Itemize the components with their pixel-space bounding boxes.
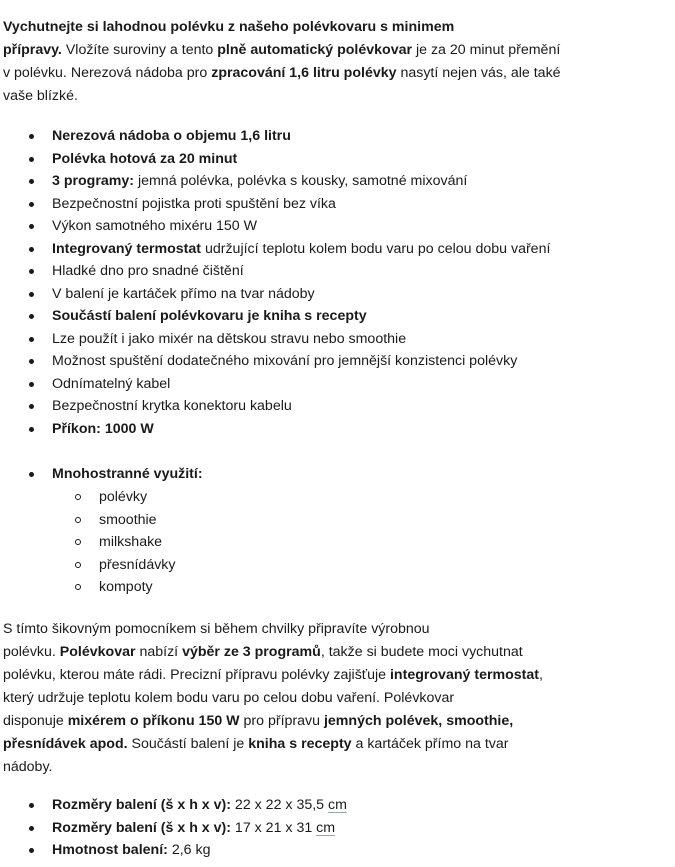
- text-run: nádoby.: [3, 759, 53, 775]
- text-run: Hladké dno pro snadné čištění: [52, 263, 244, 279]
- text-run: plně automatický polévkovar: [217, 42, 413, 58]
- text-run: , takže si budete moci vychutnat: [320, 644, 523, 660]
- feature-item: [0, 215, 675, 238]
- text-run: S tímto šikovným pomocníkem si během chvilky připravíte výrobnou: [3, 621, 430, 637]
- feature-item: [0, 418, 675, 441]
- text-line: [3, 85, 671, 108]
- text-run: 22 x 22 x 35,5: [230, 797, 328, 813]
- feature-item: [0, 170, 675, 193]
- spec-item: [0, 794, 675, 817]
- text-run: Hmotnost balení:: [52, 842, 168, 858]
- text-run: zpracování 1,6 litru polévky: [211, 65, 397, 81]
- body-paragraph: [3, 618, 671, 779]
- text-run: Výkon samotného mixéru 150 W: [52, 218, 258, 234]
- text-run: ,: [539, 667, 543, 683]
- text-run: Součástí balení polévkovaru je kniha s recepty: [52, 308, 367, 324]
- text-run: 2,6 kg: [167, 842, 211, 858]
- text-run: Polévkovar: [59, 644, 136, 660]
- text-run: jemných polévek, smoothie,: [323, 713, 514, 729]
- text-run: pro přípravu: [239, 713, 324, 729]
- text-run: cm: [316, 819, 336, 836]
- feature-item: [0, 125, 675, 148]
- uses-subitem: polévky: [0, 486, 675, 509]
- text-line: [3, 687, 671, 710]
- text-run: Možnost spuštění dodatečného mixování pro jemnější konzistenci polévky: [52, 353, 518, 369]
- intro-paragraph: [3, 16, 671, 108]
- text-run: výběr ze 3 programů: [182, 644, 321, 660]
- text-line: [3, 756, 671, 779]
- text-run: Příkon: 1000 W: [52, 420, 154, 437]
- text-run: Bezpečnostní krytka konektoru kabelu: [52, 398, 292, 414]
- text-line: [3, 62, 671, 85]
- feature-item: [0, 260, 675, 283]
- text-run: 3 programy:: [52, 173, 134, 189]
- text-line: [3, 39, 671, 62]
- uses-subitem: kompoty: [0, 576, 675, 599]
- text-run: Rozměry balení (š x h x v):: [52, 819, 231, 836]
- uses-subitem: přesnídávky: [0, 554, 675, 577]
- text-run: mixérem o příkonu 150 W: [67, 713, 240, 729]
- text-run: Vychutnejte si lahodnou polévku z našeho polévkovaru s minimem: [3, 19, 455, 35]
- text-line: [3, 733, 671, 756]
- text-run: kniha s recepty: [248, 736, 352, 752]
- feature-list: [0, 125, 675, 440]
- text-line: [3, 710, 671, 733]
- spec-item: [0, 839, 675, 862]
- text-run: 17 x 21 x 31: [230, 819, 317, 836]
- text-run: polévku.: [3, 644, 60, 660]
- uses-subitem: milkshake: [0, 531, 675, 554]
- text-run: Polévka hotová za 20 minut: [52, 150, 238, 167]
- feature-item: [0, 305, 675, 328]
- text-run: nabízí: [135, 644, 183, 660]
- text-run: jemná polévka, polévka s kousky, samotné mixování: [134, 173, 468, 189]
- text-line: [3, 16, 671, 39]
- feature-item: [0, 350, 675, 373]
- spec-item: [0, 817, 675, 840]
- text-run: Nerezová nádoba o objemu 1,6 litru: [52, 128, 291, 144]
- feature-item: [0, 283, 675, 306]
- text-run: Bezpečnostní pojistka proti spuštění bez víka: [52, 195, 336, 212]
- feature-item: [0, 373, 675, 396]
- text-run: integrovaný termostat: [389, 667, 539, 683]
- feature-item: [0, 238, 675, 261]
- text-run: Integrovaný termostat: [52, 240, 202, 257]
- feature-item: [0, 148, 675, 171]
- text-run: cm: [328, 797, 347, 813]
- text-run: je za 20 minut přemění: [412, 42, 561, 58]
- uses-sublist: [0, 486, 675, 599]
- text-run: Rozměry balení (š x h x v):: [52, 797, 231, 813]
- feature-item: [0, 328, 675, 351]
- text-run: přesnídávek apod.: [3, 736, 128, 752]
- uses-heading: Mnohostranné využití:: [52, 466, 203, 482]
- text-run: V balení je kartáček přímo na tvar nádoby: [52, 285, 315, 302]
- uses-subitem: smoothie: [0, 509, 675, 532]
- text-line: [3, 618, 671, 641]
- feature-item: [0, 193, 675, 216]
- text-run: který udržuje teplotu kolem bodu varu po celou dobu vaření. Polévkovar: [3, 690, 455, 706]
- feature-item: [0, 395, 675, 418]
- text-run: vaše blízké.: [3, 88, 78, 104]
- spec-list: [0, 794, 675, 862]
- uses-list: [0, 463, 675, 599]
- text-run: přípravy.: [3, 42, 62, 58]
- text-run: Součástí balení je: [127, 736, 249, 752]
- text-run: nasytí nejen vás, ale také: [396, 65, 561, 81]
- text-run: Vložíte suroviny a tento: [61, 42, 218, 58]
- text-run: Lze použít i jako mixér na dětskou stravu nebo smoothie: [52, 330, 407, 347]
- text-run: v polévku. Nerezová nádoba pro: [3, 65, 212, 81]
- uses-item: [0, 463, 675, 599]
- text-run: udržující teplotu kolem bodu varu po celou dobu vaření: [201, 240, 551, 257]
- text-run: a kartáček přímo na tvar: [351, 736, 509, 752]
- text-run: Odnímatelný kabel: [52, 375, 171, 392]
- text-line: [3, 664, 671, 687]
- text-run: disponuje: [3, 713, 68, 729]
- text-run: polévku, kterou máte rádi. Precizní přípravu polévky zajišťuje: [3, 667, 390, 683]
- text-line: [3, 641, 671, 664]
